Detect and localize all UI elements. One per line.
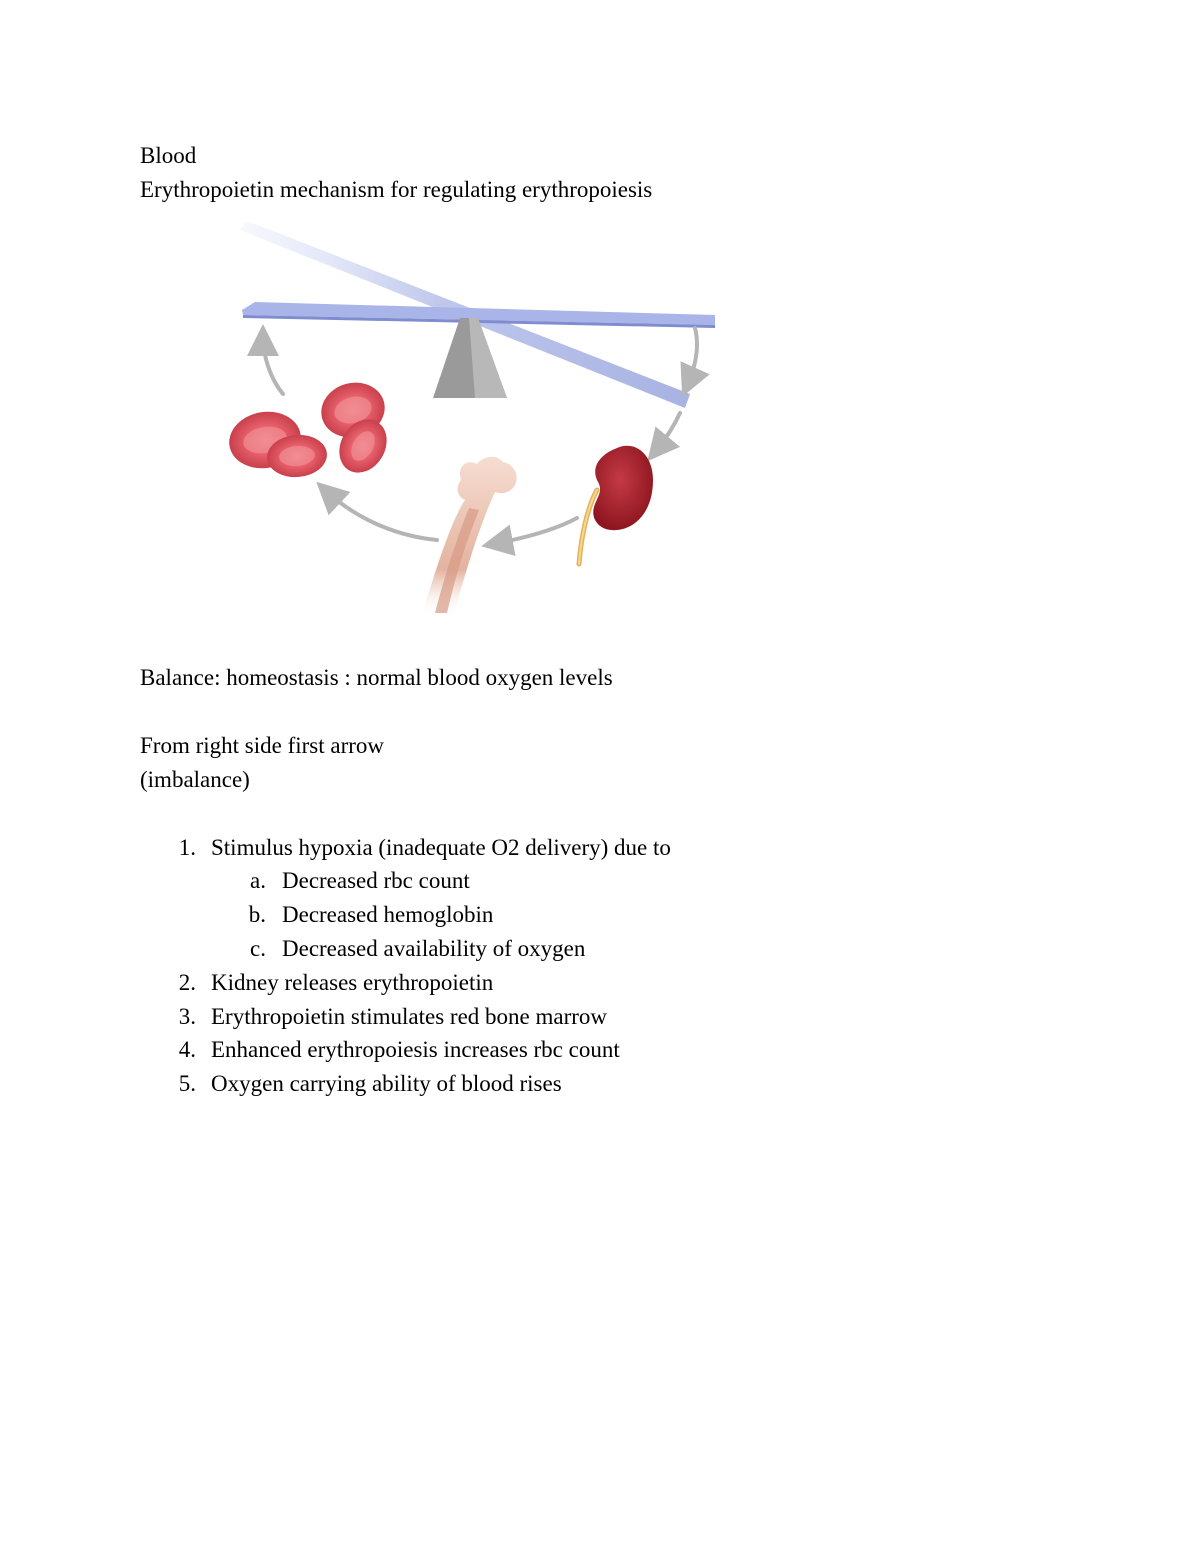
list-item-text: Enhanced erythropoiesis increases rbc count — [211, 1037, 620, 1062]
imbalance-label: (imbalance) — [140, 767, 250, 792]
list-item-number: 2. — [178, 970, 196, 995]
list-item-number: 3. — [178, 1004, 196, 1029]
sub-list-item-text: Decreased rbc count — [282, 868, 470, 893]
arrow-kidney-to-bone — [493, 518, 577, 544]
list-item-number: 4. — [178, 1037, 196, 1062]
arrow-bone-to-rbc — [325, 490, 437, 540]
kidney-illustration — [579, 446, 653, 564]
erythropoietin-mechanism-diagram — [225, 218, 725, 638]
sub-list-item-text: Decreased hemoglobin — [282, 902, 494, 927]
sub-list-item-text: Decreased availability of oxygen — [282, 936, 586, 961]
document-title: Blood — [140, 143, 197, 168]
bone-marrow-illustration — [421, 457, 517, 618]
arrow-right-down — [687, 328, 697, 386]
balance-statement: Balance: homeostasis : normal blood oxygen levels — [140, 665, 613, 690]
red-blood-cells — [225, 376, 396, 482]
list-item-text: Stimulus hypoxia (inadequate O2 delivery) due to — [211, 835, 671, 860]
list-item-number: 1. — [178, 835, 196, 860]
list-item-number: 5. — [178, 1071, 196, 1096]
sub-list-item-letter: b. — [248, 902, 266, 927]
document-subtitle: Erythropoietin mechanism for regulating erythropoiesis — [140, 177, 653, 202]
sub-list-item-letter: c. — [250, 936, 266, 961]
arrow-rbc-up — [263, 336, 283, 394]
intro-line: From right side first arrow — [140, 733, 385, 758]
list-item-text: Kidney releases erythropoietin — [211, 970, 494, 995]
arrow-to-kidney — [655, 413, 680, 452]
list-item-text: Erythropoietin stimulates red bone marrow — [211, 1004, 608, 1029]
list-item-text: Oxygen carrying ability of blood rises — [211, 1071, 562, 1096]
sub-list-item-letter: a. — [250, 868, 266, 893]
